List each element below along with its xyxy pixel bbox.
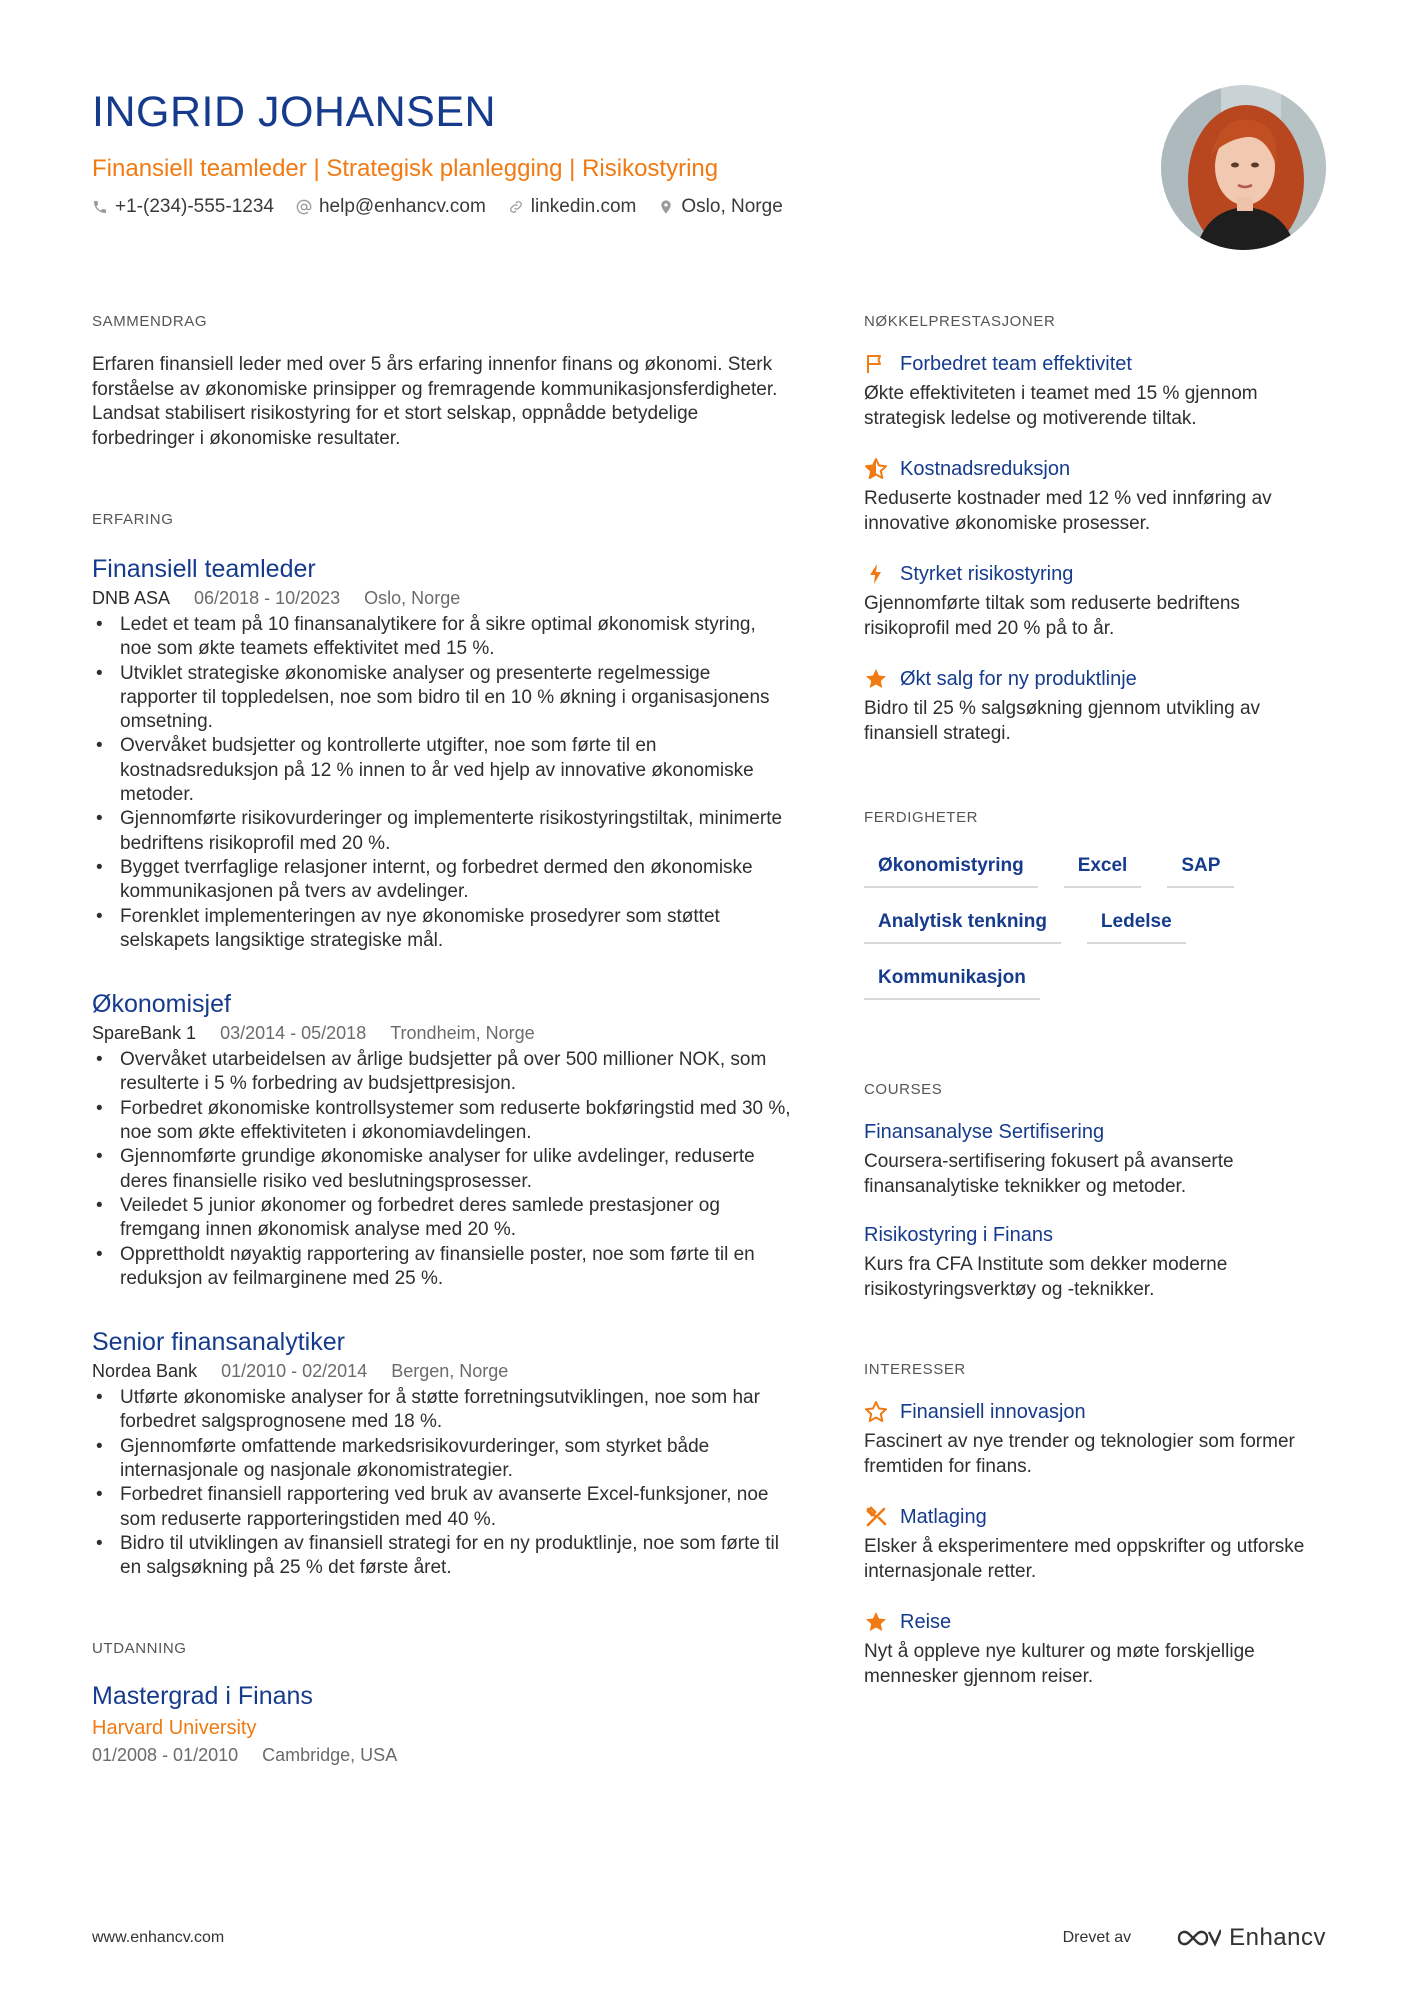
star-half-icon [864,457,888,481]
job-entry [92,554,792,953]
interest-title: Finansiell innovasjon [900,1401,1086,1423]
experience-heading: ERFARING [92,511,174,528]
interest-desc: Elsker å eksperimentere med oppskrifter og utforske internasjonale retter. [864,1536,1305,1582]
education-date: 01/2008 - 01/2010 [92,1744,239,1765]
job-company: SpareBank 1 [92,1023,197,1044]
flag-icon [864,352,888,376]
job-bullet: • Bidro til utviklingen av finansiell strategi for en ny produktlinje, noe som førte til en salgsøkning på 25 % det første året. [92,1532,792,1581]
job-bullet: • Utviklet strategiske økonomiske analyser og presenterte regelmessige rapporter til toppledelsen, noe som bidro til en 10 % økning i organisasjonens omsetning. [92,662,792,735]
job-bullet: • Overvåket utarbeidelsen av årlige budsjetter på over 500 millioner NOK, som resulterte i 5 % forbedring av budsjettpresisjon. [92,1048,792,1097]
job-title: Finansiell teamleder [92,555,316,583]
job-location: Oslo, Norge [364,588,461,608]
profile-photo [1161,85,1326,250]
education-entry [92,1681,792,1767]
experience-section [92,510,792,1581]
education-heading: UTDANNING [92,1639,187,1657]
page-footer [92,1924,1326,1952]
interests-section [864,1360,1324,1689]
interest-item [864,1608,1324,1689]
job-bullets [92,1048,792,1291]
skill-tag: Kommunikasjon [864,962,1040,1000]
job-bullet: • Gjennomførte grundige økonomiske analyser for ulike avdelinger, reduserte deres finansielle risiko ved beslutningsprosesser. [92,1145,792,1194]
footer-branding [1063,1924,1326,1952]
job-date: 03/2014 - 05/2018 [220,1023,367,1044]
summary-text: Erfaren finansiell leder med over 5 års erfaring innenfor finans og økonomi. Sterk forståelse av økonomiske prinsipper og fremragende kommunikasjonsferdigheter. Landsat stabilisert risikostyring for et stort selskap, oppnådde betydelige forbedringer i økonomiske resultater. [92,354,778,449]
education-location: Cambridge, USA [262,1744,398,1765]
course-title: Finansanalyse Sertifisering [864,1121,1105,1143]
achievement-desc: Bidro til 25 % salgsøkning gjennom utvikling av finansiell strategi. [864,698,1261,744]
brand-name: Enhancv [1229,1924,1326,1951]
footer-url[interactable]: www.enhancv.com [92,1929,225,1946]
job-meta [92,586,792,610]
linkedin-text: linkedin.com [530,196,637,217]
job-company: Nordea Bank [92,1361,198,1382]
enhancv-logo-icon [1175,1926,1221,1950]
achievement-item [864,560,1324,641]
resume-header [92,86,1192,220]
job-title: Senior finansanalytiker [92,1328,345,1357]
job-bullet: • Bygget tverrfaglige relasjoner internt, og forbedret dermed den økonomiske kommunikasjonen på tvers av avdelinger. [92,856,792,905]
skill-tag: SAP [1167,850,1234,888]
job-meta [92,1359,792,1383]
courses-heading: COURSES [864,1081,943,1098]
job-bullet: • Utførte økonomiske analyser for å støtte forretningsutviklingen, noe som har forbedret salgsprognosene med 18 %. [92,1386,792,1435]
star-filled-icon [864,667,888,691]
achievement-title: Kostnadsreduksjon [900,458,1071,480]
job-title: Økonomisjef [92,990,231,1019]
job-bullet: • Overvåket budsjetter og kontrollerte utgifter, noe som førte til en kostnadsreduksjon på 12 % innen to år ved hjelp av innovative økonomiske metoder. [92,734,792,807]
at-icon [296,199,312,215]
bolt-icon [864,562,888,586]
contact-location [658,194,782,220]
candidate-title: Finansiell teamleder | Strategisk planlegging | Risikostyring [92,155,719,182]
skill-tag: Økonomistyring [864,850,1038,888]
summary-section [92,312,792,451]
courses-section [864,1080,1324,1302]
skill-tag: Excel [1064,850,1142,888]
course-item [864,1221,1324,1302]
job-bullet: • Gjennomførte omfattende markedsrisikovurderinger, som styrket både internasjonale og nasjonale økonomistrategier. [92,1435,792,1484]
job-entry [92,989,792,1291]
interest-item [864,1398,1324,1479]
job-bullet: • Ledet et team på 10 finansanalytikere for å sikre optimal økonomisk styring, noe som økte teamets effektivitet med 15 %. [92,613,792,662]
contact-email[interactable] [296,194,486,220]
skills-section [864,808,1324,1000]
job-location: Bergen, Norge [391,1361,509,1382]
achievement-desc: Gjennomførte tiltak som reduserte bedriftens risikoprofil med 20 % på to år. [864,593,1240,639]
email-text: help@enhancv.com [318,196,486,217]
location-text: Oslo, Norge [681,196,783,217]
skills-heading: FERDIGHETER [864,809,979,826]
contact-phone[interactable] [92,194,274,220]
job-bullet: • Forenklet implementeringen av nye økonomiske prosedyrer som støttet selskapets langsiktige strategiske mål. [92,905,792,954]
interests-heading: INTERESSER [864,1361,966,1378]
job-meta [92,1021,792,1045]
interest-desc: Nyt å oppleve nye kulturer og møte forskjellige mennesker gjennom reiser. [864,1641,1255,1687]
course-desc: Kurs fra CFA Institute som dekker moderne risikostyringsverktøy og -teknikker. [864,1254,1228,1300]
job-bullet: • Gjennomførte risikovurderinger og implementerte risikostyringstiltak, minimerte bedriftens risikoprofil med 20 %. [92,807,792,856]
job-bullets [92,1386,792,1580]
education-degree: Mastergrad i Finans [92,1681,313,1710]
course-desc: Coursera-sertifisering fokusert på avanserte finansanalytiske teknikker og metoder. [864,1151,1234,1197]
interest-item [864,1503,1324,1584]
phone-text: +1-(234)-555-1234 [115,196,274,217]
enhancv-logo[interactable] [1175,1924,1326,1952]
skills-list [864,850,1284,1000]
interest-desc: Fascinert av nye trender og teknologier som former fremtiden for finans. [864,1431,1295,1477]
course-item [864,1118,1324,1199]
job-entry [92,1327,792,1580]
contact-row [92,194,1192,220]
achievement-title: Styrket risikostyring [900,563,1074,585]
job-company: DNB ASA [92,588,171,608]
skill-tag: Ledelse [1087,906,1186,944]
right-column [864,312,1324,1689]
education-meta [92,1743,792,1767]
interest-title: Matlaging [900,1506,987,1528]
star-outline-icon [864,1400,888,1424]
powered-by-text: Drevet av [1062,1929,1132,1946]
education-school: Harvard University [92,1716,257,1739]
job-bullets [92,613,792,953]
achievement-item [864,455,1324,536]
course-title: Risikostyring i Finans [864,1224,1053,1246]
job-bullet: • Opprettholdt nøyaktig rapportering av finansielle poster, noe som førte til en reduksjon av feilmarginene med 25 %. [92,1243,792,1292]
skill-tag: Analytisk tenkning [864,906,1061,944]
achievement-desc: Reduserte kostnader med 12 % ved innføring av innovative økonomiske prosesser. [864,488,1272,534]
star-filled-icon [864,1610,888,1634]
achievement-desc: Økte effektiviteten i teamet med 15 % gjennom strategisk ledelse og motiverende tiltak. [864,383,1258,429]
job-location: Trondheim, Norge [390,1023,535,1044]
job-bullet: • Forbedret finansiell rapportering ved bruk av avanserte Excel-funksjoner, noe som reduserte rapporteringstiden med 40 %. [92,1483,792,1532]
interest-title: Reise [900,1611,952,1633]
achievements-section [864,312,1324,746]
link-icon [508,199,524,215]
left-column [92,312,792,1767]
contact-linkedin[interactable] [508,194,637,220]
job-bullet: • Forbedret økonomiske kontrollsystemer som reduserte bokføringstid med 30 %, noe som økte effektiviteten i økonomiavdelingen. [92,1097,792,1146]
job-date: 06/2018 - 10/2023 [194,588,341,608]
achievement-item [864,665,1324,746]
achievement-item [864,350,1324,431]
phone-icon [92,199,108,215]
utensils-icon [864,1505,888,1529]
location-pin-icon [658,199,674,215]
achievement-title: Forbedret team effektivitet [900,353,1132,375]
achievement-title: Økt salg for ny produktlinje [900,668,1137,690]
job-date: 01/2010 - 02/2014 [221,1361,368,1382]
education-section [92,1639,792,1767]
candidate-name: INGRID JOHANSEN [92,88,497,136]
summary-heading: SAMMENDRAG [92,313,208,330]
achievements-heading: NØKKELPRESTASJONER [864,313,1056,330]
job-bullet: • Veiledet 5 junior økonomer og forbedret deres samlede prestasjoner og fremgang innen økonomisk analyse med 20 %. [92,1194,792,1243]
